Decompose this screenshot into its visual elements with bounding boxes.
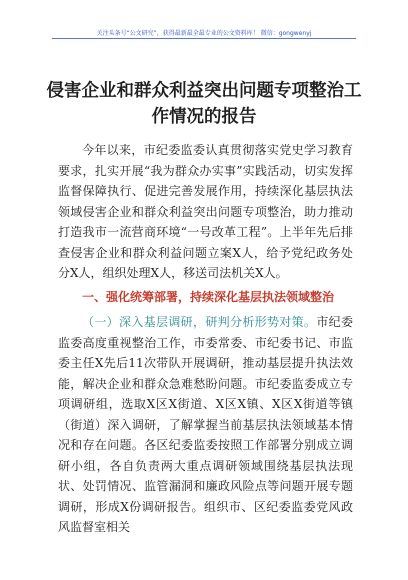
header-banner: 关注头条号“公文研究”，获得最新最全最专业的公文资料库！ 微信：gongwenyj bbox=[96, 30, 312, 37]
paragraph-intro-text: 今年以来，市纪委监委认真贯彻落实党史学习教育要求，扎实开展“我为群众办实事”实践活动，切实发挥监督保障执行、促进完善发展作用，持续深化基层执法领域侵害企业和群众利益突出问题专项整治，助力推动打造我市一流营商环境“一号改革工程”。 bbox=[58, 143, 353, 239]
subsection-heading-1: （一）深入基层调研，研判分析形势对策。 bbox=[82, 315, 317, 329]
paragraph-section-1 bbox=[58, 312, 353, 538]
paragraph-intro bbox=[58, 140, 353, 284]
header-rule bbox=[52, 38, 356, 39]
section-heading-1: 一、强化统筹部署，持续深化基层执法领域整治 bbox=[82, 290, 335, 304]
paragraph-section-1-text: 市纪委监委高度重视整治工作，市委常委、市纪委书记、市监委主任X先后11次带队开展调研，推动基层提升执法效能，解决企业和群众急难愁盼问题。市纪委监委成立专项调研组，选取X区X街道、X区X镇、X区X街道等镇（街道）深入调研，了解掌握当前基层执法领域基本情况和存在问题。各区纪委监委按照工作部署分别成立调研小组，各自负责两大重点调研领域围绕基层执法现状、处罚情况、监管漏洞和廉政风险点等问题开展专题调研，形成X份调研报告。组织市、区纪委监委党风政风监督室相关 bbox=[58, 315, 353, 534]
paragraph-stats-text: 上半年先后排查侵害企业和群众利益问题立案X人，给予党纪政务处分X人，组织处理X人，移送司法机关X人。 bbox=[58, 225, 353, 280]
document-title: 侵害企业和群众利益突出问题专项整治工作情况的报告 bbox=[46, 81, 362, 127]
